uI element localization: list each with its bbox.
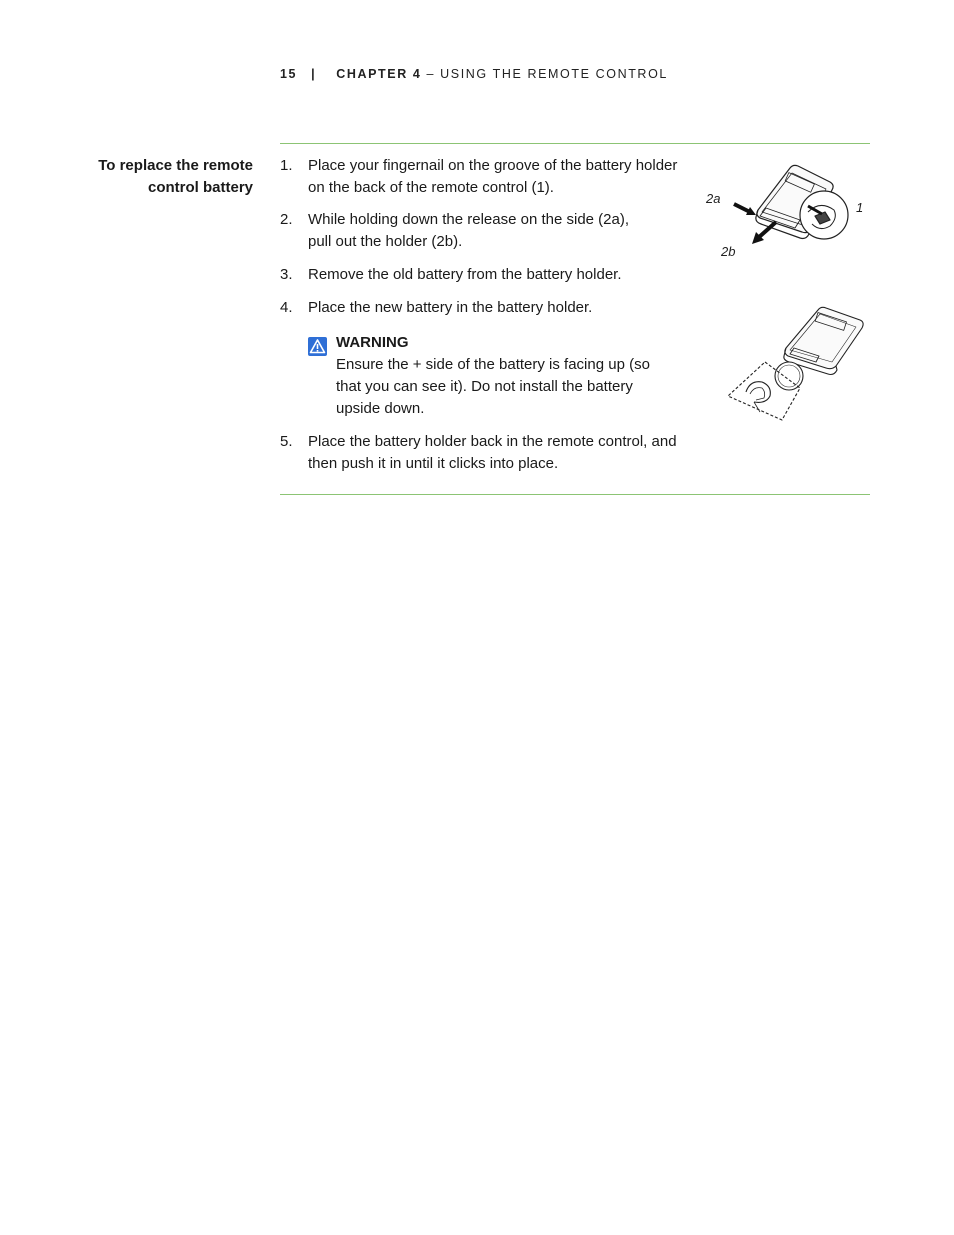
- battery-holder-illustration: [720, 300, 870, 425]
- warning-text-line: that you can see it). Do not install the battery: [336, 378, 633, 395]
- section-heading: [60, 155, 253, 199]
- header-separator: |: [311, 67, 317, 81]
- chapter-title: – USING THE REMOTE CONTROL: [426, 67, 668, 81]
- top-divider: [280, 143, 870, 144]
- step-text-line: on the back of the remote control (1).: [308, 179, 554, 196]
- step-number: 3.: [280, 266, 293, 283]
- warning-text-line: Ensure the + side of the battery is facing up (so: [336, 356, 650, 373]
- step-text-line: While holding down the release on the side (2a),: [308, 211, 630, 228]
- bottom-divider: [280, 494, 870, 495]
- callout-1: 1: [856, 200, 864, 215]
- section-heading-line: To replace the remote: [98, 157, 253, 174]
- chapter-label: CHAPTER 4: [336, 67, 422, 81]
- callout-2b: 2b: [721, 244, 736, 259]
- step-number: 2.: [280, 211, 293, 228]
- step-text-line: pull out the holder (2b).: [308, 233, 463, 250]
- step-3: [280, 264, 700, 286]
- step-text-line: Remove the old battery from the battery holder.: [308, 266, 622, 283]
- step-text-line: then push it in until it clicks into place.: [308, 455, 559, 472]
- step-text-line: Place the new battery in the battery holder.: [308, 299, 593, 316]
- warning-title: WARNING: [336, 334, 409, 351]
- step-4: [280, 297, 700, 319]
- step-2: [280, 209, 700, 253]
- running-header: [280, 67, 668, 81]
- warning-block: [308, 332, 688, 420]
- step-number: 4.: [280, 299, 293, 316]
- step-number: 5.: [280, 433, 293, 450]
- step-text-line: Place your fingernail on the groove of the battery holder: [308, 157, 678, 174]
- warning-text-line: upside down.: [336, 400, 425, 417]
- step-1: [280, 155, 700, 199]
- step-text-line: Place the battery holder back in the remote control, and: [308, 433, 677, 450]
- section-heading-line: control battery: [147, 179, 253, 196]
- step-number: 1.: [280, 157, 293, 174]
- step-5: [280, 431, 700, 475]
- warning-triangle-icon: [308, 337, 327, 356]
- callout-2a: 2a: [706, 191, 721, 206]
- page-number: 15: [280, 67, 298, 81]
